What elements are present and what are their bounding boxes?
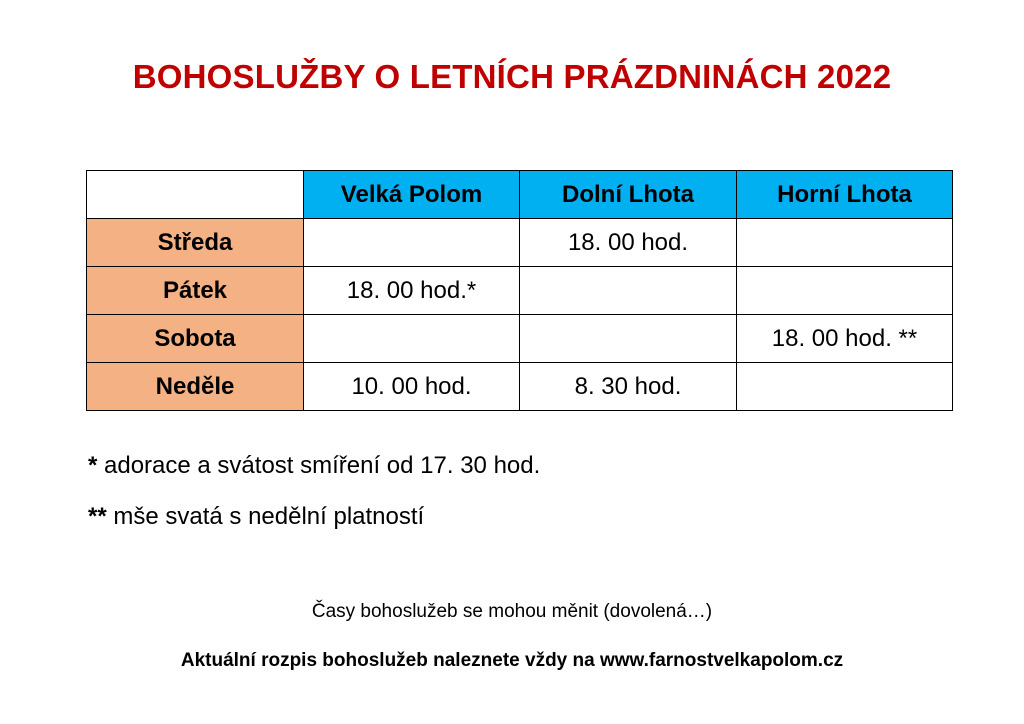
day-label: Sobota [87, 315, 304, 363]
schedule-cell: 10. 00 hod. [304, 363, 520, 411]
schedule-table [86, 170, 953, 411]
table-header-row [87, 171, 953, 219]
website-notice: Aktuální rozpis bohoslužeb naleznete vždy na www.farnostvelkapolom.cz [180, 650, 844, 671]
table-row [87, 315, 953, 363]
schedule-cell [520, 315, 737, 363]
schedule-cell [304, 219, 520, 267]
schedule-cell: 8. 30 hod. [520, 363, 737, 411]
column-header-dolni-lhota: Dolní Lhota [520, 171, 737, 219]
schedule-cell: 18. 00 hod. ** [737, 315, 953, 363]
footnote-adoration [88, 452, 540, 480]
schedule-cell: 18. 00 hod. [520, 219, 737, 267]
schedule-cell [737, 219, 953, 267]
schedule-cell [304, 315, 520, 363]
footnote-mark: ** [88, 503, 107, 530]
column-header-horni-lhota: Horní Lhota [737, 171, 953, 219]
day-label: Středa [87, 219, 304, 267]
footnote-sunday-mass [88, 503, 424, 531]
header-corner-cell [87, 171, 304, 219]
footnote-mark: * [88, 452, 98, 479]
schedule-cell [737, 267, 953, 315]
schedule-cell [737, 363, 953, 411]
schedule-cell [520, 267, 737, 315]
table-row [87, 219, 953, 267]
day-label: Pátek [87, 267, 304, 315]
table-row [87, 363, 953, 411]
footnote-text: adorace a svátost smíření od 17. 30 hod. [97, 452, 541, 479]
schedule-change-notice: Časy bohoslužeb se mohou měnit (dovolená…) [311, 601, 713, 622]
schedule-cell: 18. 00 hod.* [304, 267, 520, 315]
page-title: BOHOSLUŽBY O LETNÍCH PRÁZDNINÁCH 2022 [132, 58, 892, 95]
column-header-velka-polom: Velká Polom [304, 171, 520, 219]
table-row [87, 267, 953, 315]
footnote-text: mše svatá s nedělní platností [106, 503, 425, 530]
day-label: Neděle [87, 363, 304, 411]
